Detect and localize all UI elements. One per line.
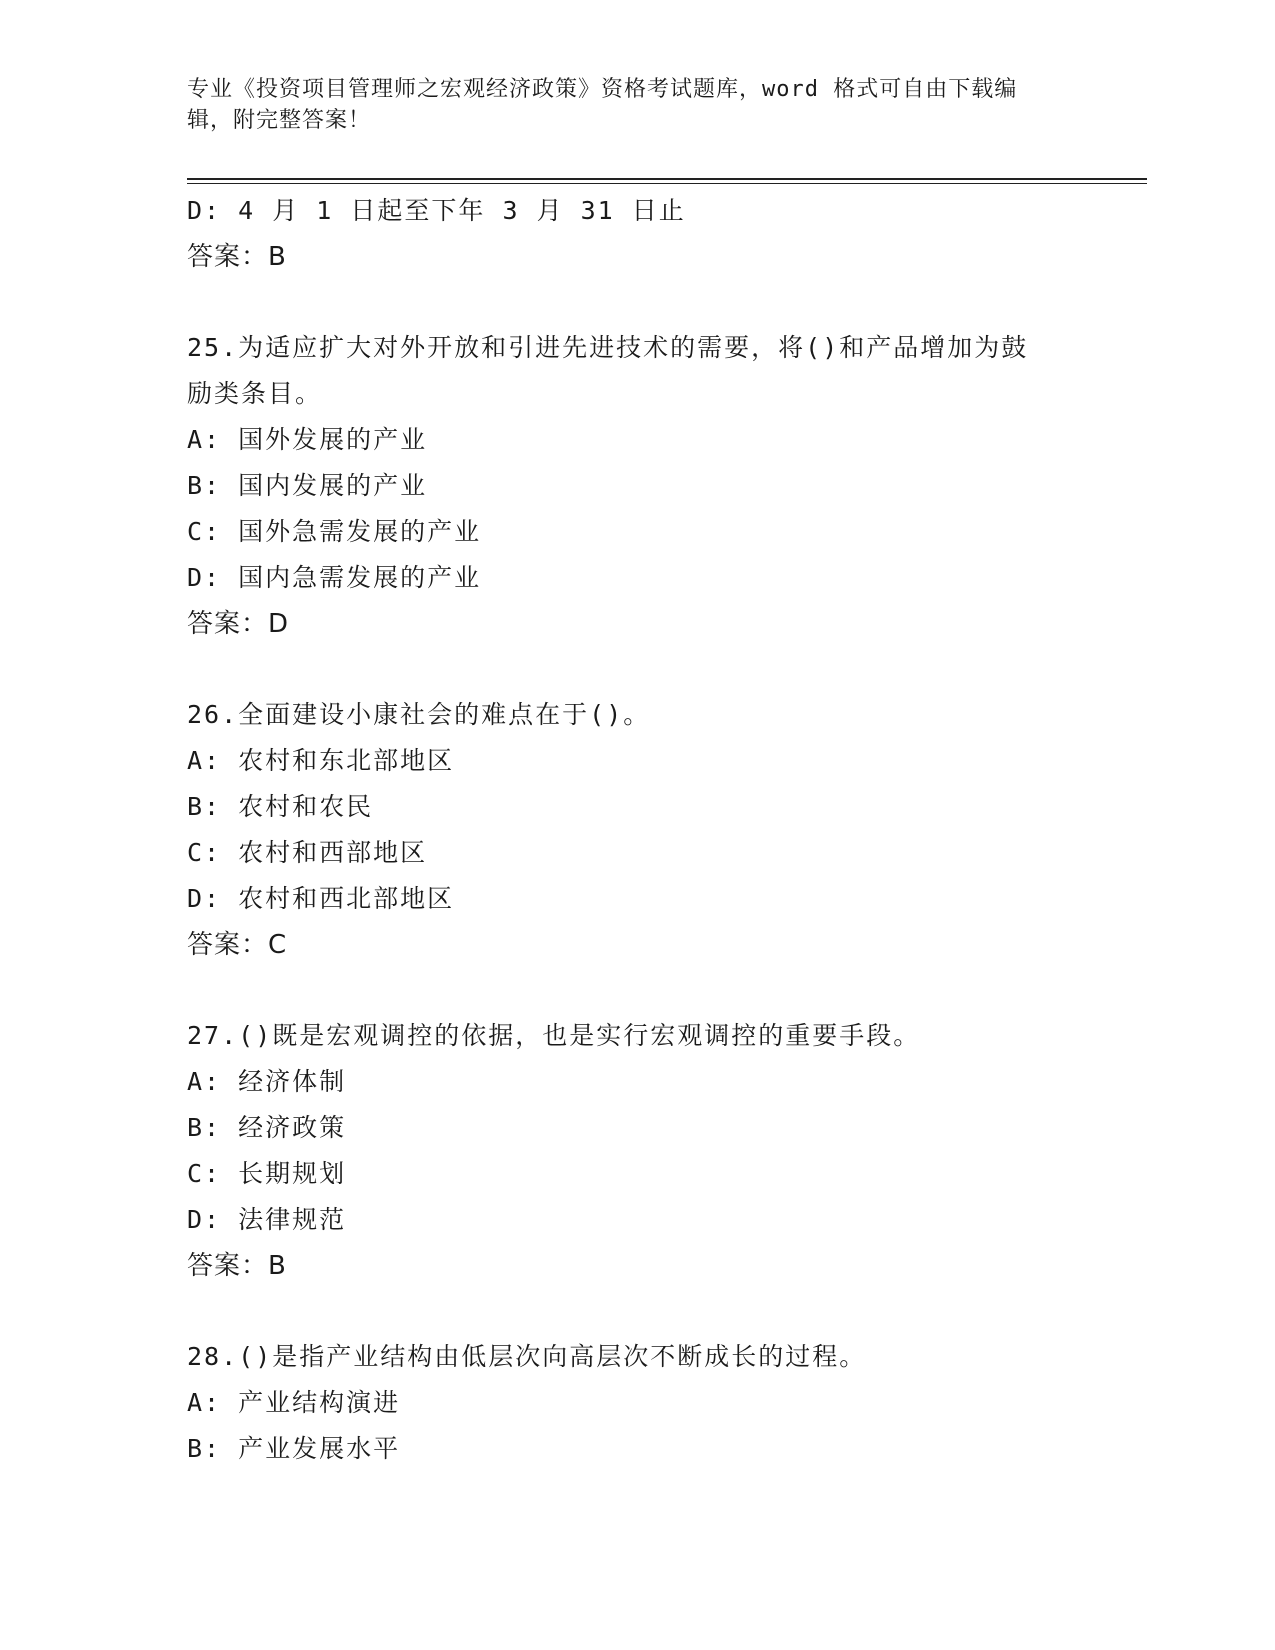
option-b: B: 国内发展的产业 xyxy=(187,471,428,500)
question-stem-line: 25.为适应扩大对外开放和引进先进技术的需要，将()和产品增加为鼓 xyxy=(187,333,1029,362)
question-28 xyxy=(187,1334,1087,1472)
option-b: B: 农村和农民 xyxy=(187,792,374,821)
option-a: A: 农村和东北部地区 xyxy=(187,746,455,775)
question-stem-line: 27.()既是宏观调控的依据，也是实行宏观调控的重要手段。 xyxy=(187,1021,921,1050)
answer-line: 答案：B xyxy=(187,242,287,272)
question-27 xyxy=(187,1013,1087,1289)
option-a: A: 经济体制 xyxy=(187,1067,347,1096)
question-stem-line: 28.()是指产业结构由低层次向高层次不断成长的过程。 xyxy=(187,1342,867,1371)
header-line-1: 专业《投资项目管理师之宏观经济政策》资格考试题库，word 格式可自由下载编 xyxy=(187,77,1018,102)
question-list xyxy=(187,188,1087,1472)
option-d: D: 4 月 1 日起至下年 3 月 31 日止 xyxy=(187,196,686,225)
option-a: A: 国外发展的产业 xyxy=(187,425,428,454)
option-c: C: 国外急需发展的产业 xyxy=(187,517,482,546)
option-d: D: 国内急需发展的产业 xyxy=(187,563,482,592)
header-line-2: 辑，附完整答案！ xyxy=(187,108,372,133)
header-divider-thick xyxy=(187,178,1147,180)
question-25 xyxy=(187,325,1087,647)
option-d: D: 法律规范 xyxy=(187,1205,347,1234)
option-a: A: 产业结构演进 xyxy=(187,1388,401,1417)
answer-line: 答案：C xyxy=(187,930,288,960)
option-c: C: 农村和西部地区 xyxy=(187,838,428,867)
answer-line: 答案：D xyxy=(187,609,290,639)
option-d: D: 农村和西北部地区 xyxy=(187,884,455,913)
question-stem-line: 励类条目。 xyxy=(187,379,323,408)
option-b: B: 产业发展水平 xyxy=(187,1434,401,1463)
option-c: C: 长期规划 xyxy=(187,1159,347,1188)
option-b: B: 经济政策 xyxy=(187,1113,347,1142)
answer-line: 答案：B xyxy=(187,1251,287,1281)
document-header xyxy=(187,74,1067,136)
question-26 xyxy=(187,692,1087,968)
question-stem-line: 26.全面建设小康社会的难点在于()。 xyxy=(187,700,651,729)
previous-question-tail xyxy=(187,188,1087,280)
header-divider-thin xyxy=(187,183,1147,184)
